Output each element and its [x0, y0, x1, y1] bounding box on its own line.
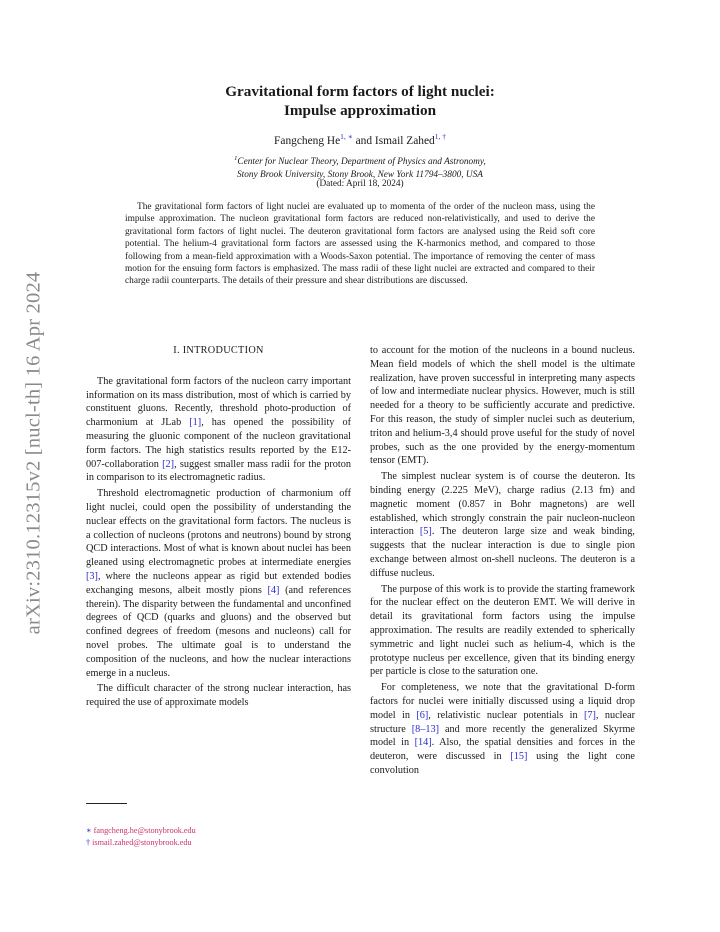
- author-name: Ismail Zahed: [374, 134, 435, 147]
- left-column: [86, 344, 351, 710]
- citation-link[interactable]: [15]: [510, 751, 528, 763]
- abstract: The gravitational form factors of light nuclei are evaluated up to momenta of the order of the nucleon mass, using the impulse approximation. The nucleon gravitational form factors are reduced non-relativistically, and used to derive the gravitational form factors of light nuclei. The deuteron gravitational form factors are analysed using the Reid soft core potential. The helium-4 gravitational form factors are assessed using the K-harmonics method, and compared to those following from a mean-field approximation with a Woods-Saxon potential. The importance of removing the center of mass motion for the ensuing form factors is emphasized. The mass radii of these light nuclei are extracted and compared to their charge radii counterparts. The details of their pressure and shear distributions are discussed.: [125, 202, 595, 287]
- affiliation-mark: 1: [234, 155, 238, 162]
- right-column: [370, 344, 635, 778]
- footnotes: [86, 825, 196, 848]
- paragraph: The difficult character of the strong nuclear interaction, has required the use of approximate models: [86, 683, 351, 709]
- paragraph: to account for the motion of the nucleons in a bound nucleus. Mean field models of which the shell model is the ultimate realization, have proven successful in interpreting many aspects of low and intermediate nuclear physics. However, much is still needed for a theory to be sufficiently accurate and predictive. For this reason, the study of simpler nuclei such as deuterium, triton and helium-3,4 should prove useful for the study of novel probes, such as the one provided by the energy-momentum tensor (EMT).: [370, 345, 635, 467]
- citation-link[interactable]: [3]: [86, 570, 98, 582]
- footnote: [86, 837, 196, 849]
- date-line: (Dated: April 18, 2024): [316, 179, 404, 189]
- citation-link[interactable]: [2]: [162, 458, 175, 470]
- paragraph: The simplest nuclear system is of course the deuteron. Its binding energy (2.225 MeV), charge radius (2.13 fm) and magnetic moment (0.857 in Bohr magnetons) are well established, which strongly constrain the pair nucleon-nucleon interaction [5]. The deuteron large size and weak binding, suggests that the nuclear interaction is due to single pion exchange between almost on-shell nucleons. The deuteron is a diffuse nucleus.: [370, 471, 635, 579]
- title-line-1: Gravitational form factors of light nuclei:: [225, 83, 495, 100]
- citation-link[interactable]: [4]: [267, 584, 280, 596]
- affiliation: [100, 152, 620, 182]
- arxiv-identifier: arXiv:2310.12315v2 [nucl-th] 16 Apr 2024: [22, 271, 45, 635]
- affiliation-line-2: Stony Brook University, Stony Brook, New York 11794–3800, USA: [237, 170, 483, 181]
- email-link[interactable]: fangcheng.he@stonybrook.edu: [93, 826, 196, 835]
- footnote: [86, 825, 196, 837]
- author-marks[interactable]: 1, ∗: [340, 132, 353, 141]
- paragraph: For completeness, we note that the gravitational D-form factors for nuclei were initially discussed using a liquid drop model in [6], relativistic nuclear potentials in [7], nuclear structure [8–13] and more recently the generalized Skyrme model in [14]. Also, the spatial densities and forces in the deuteron, were discussed in [15] using the light cone convolution: [370, 682, 636, 776]
- title-line-2: Impulse approximation: [283, 102, 437, 119]
- citation-link[interactable]: [6]: [416, 709, 429, 721]
- paragraph: The purpose of this work is to provide the starting framework for the nuclear effect on the deuteron EMT. We will derive in detail its gravitational form factors using the impulse approximation. The results are readily extended to spherically symmetric and light nuclei such as helium-4, which is the prototype nucleus per excellence, given that its binding energy per particle is close to the saturation one.: [370, 583, 635, 678]
- email-link[interactable]: ismail.zahed@stonybrook.edu: [92, 837, 192, 847]
- author-list: [100, 132, 620, 147]
- citation-link[interactable]: [7]: [583, 709, 596, 721]
- paragraph: Threshold electromagnetic production of charmonium off light nuclei, could open the possibility of understanding the nuclear effects on the gravitational form factors. The nucleus is a collection of nucleons (protons and neutrons) bound by strong QCD interactions. Most of what is known about nuclei has been gleaned using electromagnetic probes at intermediate energies [3], where the nucleons appear as rigid but extended bodies exchanging mesons, albeit mostly pions [4] (and references therein). The disparity between the fundamental and unconfined degrees of QCD (quarks and gluons) and the observed but confined degrees of freedom (mesons and nucleons) call for novel probes. The ultimate goal is to understand the composition of the nucleons, and how the nuclear interactions emerge in a nucleus.: [86, 488, 351, 679]
- footnote-mark: ∗: [86, 826, 92, 835]
- citation-link[interactable]: [5]: [419, 526, 432, 538]
- paper-title: [100, 82, 620, 120]
- footnote-mark: †: [86, 837, 91, 847]
- author-conjunction: and: [352, 134, 375, 147]
- footnote-rule: [86, 803, 127, 804]
- paragraph: The gravitational form factors of the nucleon carry important information on its mass distribution, most of which is carried by constituent gluons. Recently, threshold photo-production of charmonium at JLab [1], has opened the possibility of measuring the gluonic component of the nucleon gravitational form factors. The high statistics results reported by the E12-007-collaboration [2], suggest smaller mass radii for the proton in comparison to its electromagnetic radius.: [86, 375, 351, 484]
- affiliation-line-1: Center for Nuclear Theory, Department of Physics and Astronomy,: [237, 157, 486, 168]
- author-marks[interactable]: 1, †: [434, 132, 446, 141]
- citation-link[interactable]: [14]: [414, 737, 432, 749]
- section-heading: I. INTRODUCTION: [173, 345, 264, 356]
- author-name: Fangcheng He: [274, 134, 341, 147]
- arxiv-identifier-margin: [16, 248, 52, 658]
- citation-link[interactable]: [8–13]: [411, 723, 440, 735]
- citation-link[interactable]: [1]: [189, 417, 202, 429]
